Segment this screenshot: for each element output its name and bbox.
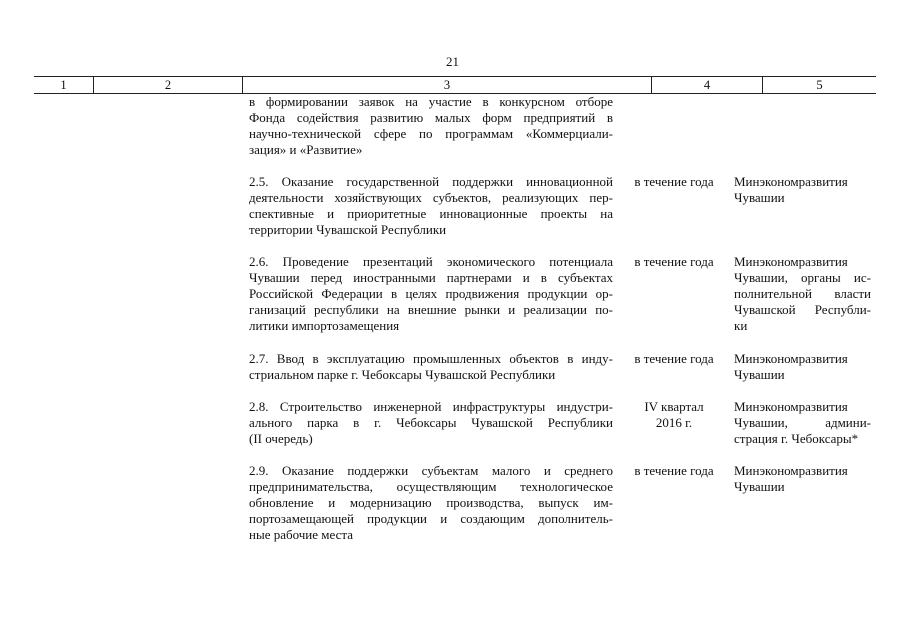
table-header-row <box>34 76 876 94</box>
text-line: ные рабочие места <box>249 527 353 542</box>
term-cell <box>622 174 726 190</box>
text-line: 2.9. Оказание поддержки субъектам малого и среднего <box>249 463 613 478</box>
text-line: стриальном парке г. Чебоксары Чувашской Республики <box>249 367 556 382</box>
text-line: портозамещающей продукции и создающим дополнитель- <box>249 511 613 526</box>
text-line: (II очередь) <box>249 431 313 446</box>
term-line: в течение года <box>634 463 714 478</box>
measure-text <box>249 351 613 383</box>
text-line: ганизаций республики на внешние рынки и реализации по- <box>249 302 613 317</box>
text-line: в формировании заявок на участие в конкурсном отборе <box>249 94 613 109</box>
text-line: Российской Федерации в целях продвижения продукции ор- <box>249 286 613 301</box>
responsible-cell <box>734 254 871 334</box>
term-line: 2016 г. <box>655 415 693 430</box>
responsible-line: ки <box>734 318 748 333</box>
page-number: 21 <box>446 54 459 69</box>
responsible-line: Чувашии <box>734 190 785 205</box>
term-cell <box>622 399 726 431</box>
responsible-line: Минэкономразвития <box>734 174 848 189</box>
responsible-line: Минэкономразвития <box>734 399 848 414</box>
header-cell-3: 3 <box>243 77 652 93</box>
measure-text <box>249 463 613 543</box>
text-line: спективные и приоритетные инновационные проекты на <box>249 206 613 221</box>
responsible-line: Чувашии, админи- <box>734 415 871 430</box>
measure-text <box>249 254 613 334</box>
measure-text <box>249 174 613 238</box>
text-line: ального парка в г. Чебоксары Чувашской Республики <box>249 415 613 430</box>
term-cell <box>622 351 726 367</box>
responsible-cell <box>734 351 871 383</box>
text-line: 2.5. Оказание государственной поддержки инновационной <box>249 174 613 189</box>
text-line: Фонда содействия развитию малых форм предприятий в <box>249 110 613 125</box>
header-cell-2: 2 <box>94 77 243 93</box>
text-line: 2.7. Ввод в эксплуатацию промышленных объектов в инду- <box>249 351 613 366</box>
header-cell-4: 4 <box>652 77 763 93</box>
header-cell-1: 1 <box>34 77 94 93</box>
responsible-line: Минэкономразвития <box>734 463 848 478</box>
responsible-line: Минэкономразвития <box>734 254 848 269</box>
text-line: научно-технической сфере по программам «Коммерциали- <box>249 126 613 141</box>
responsible-cell <box>734 463 871 495</box>
responsible-line: страция г. Чебоксары* <box>734 431 859 446</box>
responsible-cell <box>734 174 871 206</box>
responsible-line: Чувашии <box>734 479 785 494</box>
term-line: IV квартал <box>644 399 704 414</box>
text-line: литики импортозамещения <box>249 318 400 333</box>
term-cell <box>622 254 726 270</box>
term-line: в течение года <box>634 254 714 269</box>
responsible-line: Чувашии <box>734 367 785 382</box>
text-line: 2.8. Строительство инженерной инфраструктуры индустри- <box>249 399 613 414</box>
responsible-line: полнительной власти <box>734 286 871 301</box>
responsible-line: Чувашской Республи- <box>734 302 871 317</box>
header-cell-5: 5 <box>816 78 823 92</box>
text-line: 2.6. Проведение презентаций экономического потенциала <box>249 254 613 269</box>
term-cell <box>622 463 726 479</box>
responsible-line: Чувашии, органы ис- <box>734 270 871 285</box>
text-line: территории Чувашской Республики <box>249 222 447 237</box>
text-line: Чувашии перед иностранными партнерами и в субъектах <box>249 270 613 285</box>
text-line: зация» и «Развитие» <box>249 142 363 157</box>
measure-text <box>249 399 613 447</box>
term-line: в течение года <box>634 351 714 366</box>
text-line: деятельности хозяйствующих субъектов, реализующих пер- <box>249 190 613 205</box>
responsible-cell <box>734 399 871 447</box>
text-line: предпринимательства, осуществляющим технологическое <box>249 479 613 494</box>
text-line: обновление и модернизацию производства, выпуск им- <box>249 495 613 510</box>
term-line: в течение года <box>634 174 714 189</box>
measure-text <box>249 94 613 158</box>
responsible-line: Минэкономразвития <box>734 351 848 366</box>
